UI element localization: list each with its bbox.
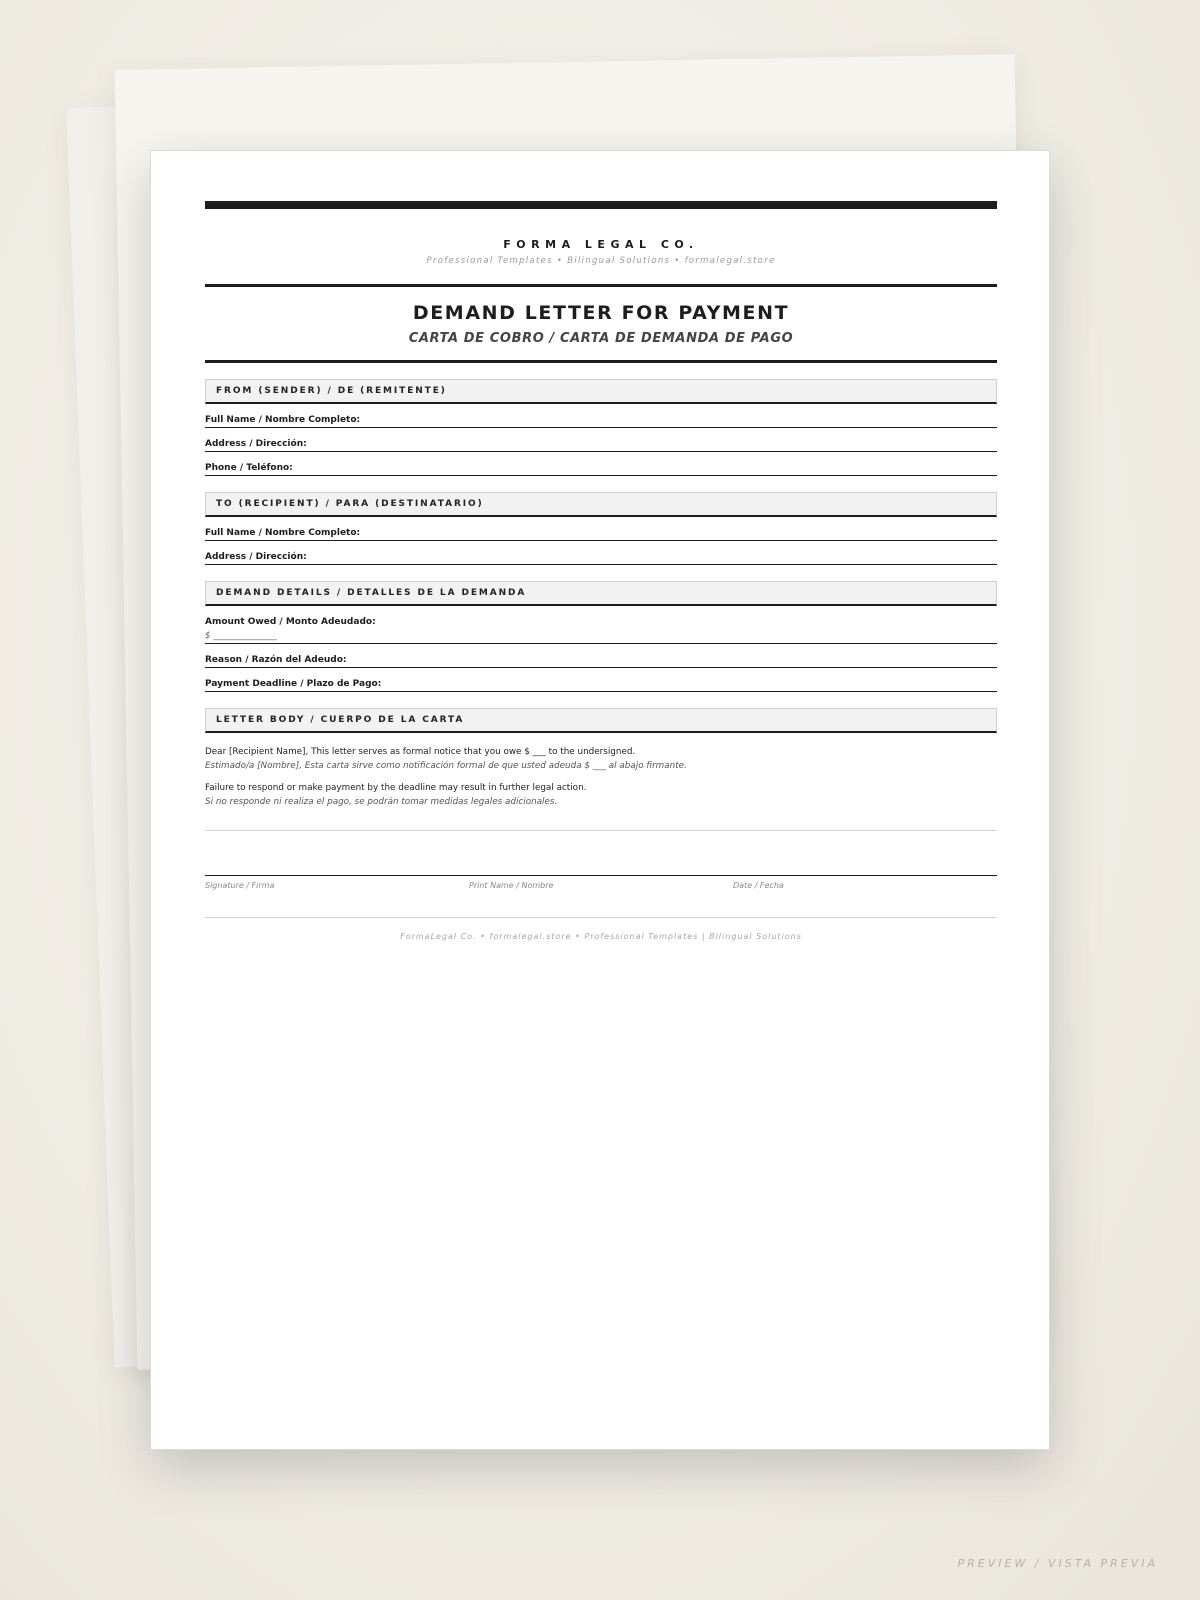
reason-field[interactable]: Reason / Razón del Adeudo: — [205, 644, 997, 668]
brand-tagline: Professional Templates • Bilingual Solutions • formalegal.store — [426, 256, 776, 266]
page-footer: FormaLegal Co. • formalegal.store • Professional Templates | Bilingual Solutions — [400, 932, 802, 941]
date-label: Date / Fecha — [733, 881, 784, 890]
recipient-full-name-field[interactable]: Full Name / Nombre Completo: — [205, 517, 997, 541]
top-bar — [205, 201, 997, 209]
divider — [205, 830, 997, 831]
paragraph-english: Failure to respond or make payment by the deadline may result in further legal action. — [205, 783, 587, 793]
sender-full-name-field[interactable]: Full Name / Nombre Completo: — [205, 404, 997, 428]
paragraph-spanish: Si no responde ni realiza el pago, se podrán tomar medidas legales adicionales. — [205, 797, 558, 807]
brand-header — [205, 238, 997, 266]
sender-section-heading: FROM (SENDER) / DE (REMITENTE) — [205, 379, 997, 404]
sender-address-field[interactable]: Address / Dirección: — [205, 428, 997, 452]
recipient-address-field[interactable]: Address / Dirección: — [205, 541, 997, 565]
paragraph-spanish: Estimado/a [Nombre], Esta carta sirve como notificación formal de que usted adeuda $ ___ al abajo firmante. — [205, 761, 687, 771]
letter-body — [205, 745, 997, 809]
amount-owed-value: $ _______________ — [205, 631, 277, 641]
letter-body-section-heading: LETTER BODY / CUERPO DE LA CARTA — [205, 708, 997, 733]
document-page — [150, 150, 1050, 1450]
payment-deadline-field[interactable]: Payment Deadline / Plazo de Pago: — [205, 668, 997, 692]
sender-phone-field[interactable]: Phone / Teléfono: — [205, 452, 997, 476]
divider — [205, 360, 997, 363]
signature-labels — [205, 881, 997, 890]
recipient-section-heading: TO (RECIPIENT) / PARA (DESTINATARIO) — [205, 492, 997, 517]
paragraph — [205, 745, 997, 773]
divider — [205, 917, 997, 918]
document-content — [205, 201, 997, 941]
brand-name: FORMA LEGAL CO. — [503, 238, 699, 251]
document-title — [205, 302, 997, 346]
signature-line[interactable] — [205, 875, 997, 876]
amount-owed-label: Amount Owed / Monto Adeudado: — [205, 617, 376, 627]
print-name-label: Print Name / Nombre — [469, 881, 554, 890]
title-main: DEMAND LETTER FOR PAYMENT — [412, 302, 790, 324]
title-sub: CARTA DE COBRO / CARTA DE DEMANDA DE PAGO — [408, 331, 794, 346]
signature-label: Signature / Firma — [205, 881, 275, 890]
amount-owed-field[interactable] — [205, 606, 997, 644]
preview-watermark: PREVIEW / VISTA PREVIA — [957, 1557, 1158, 1570]
divider — [205, 284, 997, 287]
paragraph — [205, 781, 997, 809]
details-section-heading: DEMAND DETAILS / DETALLES DE LA DEMANDA — [205, 581, 997, 606]
paragraph-english: Dear [Recipient Name], This letter serves as formal notice that you owe $ ___ to the undersigned. — [205, 747, 636, 757]
